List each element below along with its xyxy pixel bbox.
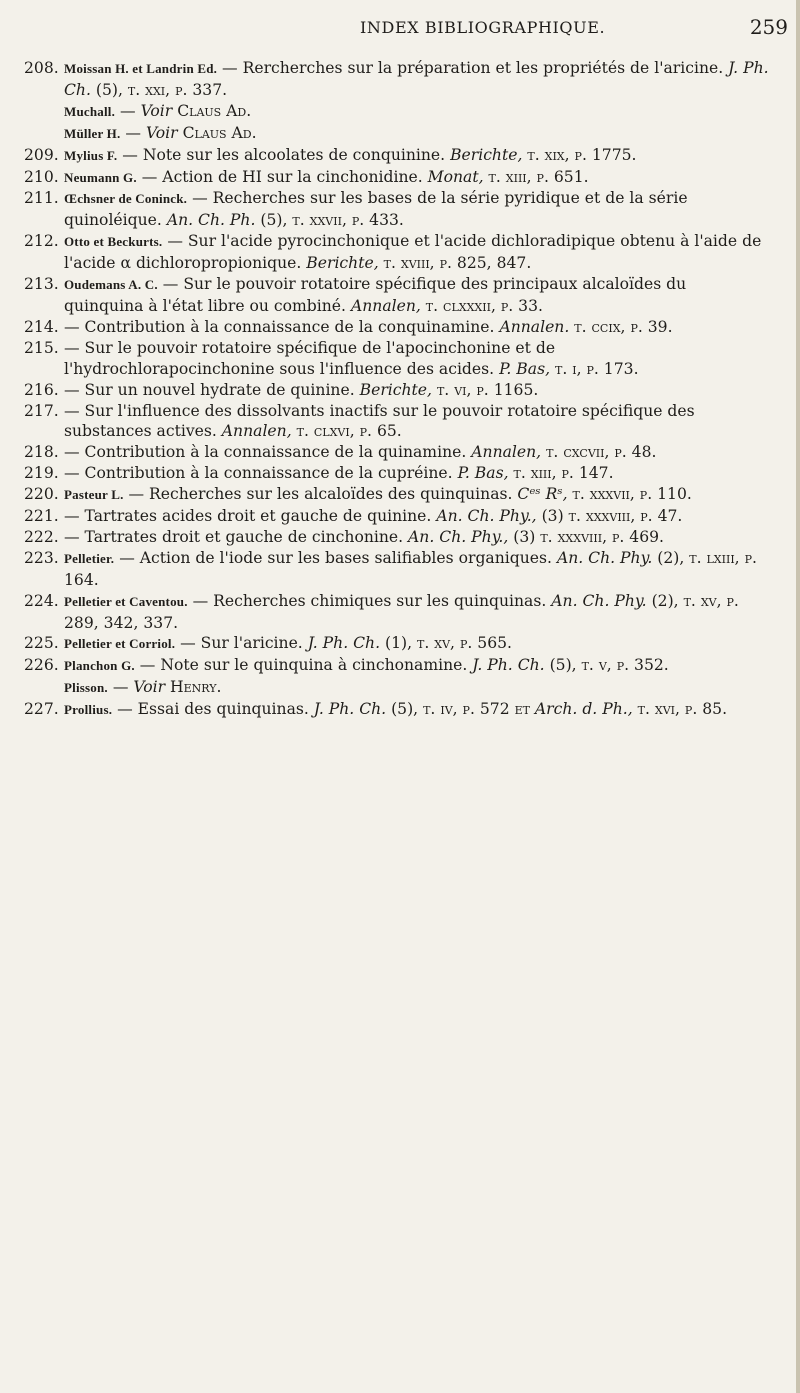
entry-reference: Henry. <box>165 678 222 697</box>
bibliography-entry <box>24 274 770 317</box>
bibliography-entry <box>24 58 770 101</box>
entry-journal: J. Ph. Ch. <box>64 59 769 99</box>
entry-reference: t. clxxxii, p. 33. <box>420 296 543 315</box>
entry-number: 215. <box>24 338 59 357</box>
entry-reference: (3) t. xxxviii, p. 47. <box>536 507 683 526</box>
entry-author: Prollius. <box>64 702 113 718</box>
bibliography-entry <box>24 655 770 677</box>
bibliography-entry <box>24 338 770 380</box>
bibliography-entry <box>24 506 770 527</box>
entry-number: 209. <box>24 145 59 164</box>
entry-see-also: Voir <box>133 678 166 697</box>
entry-reference: t. xvi, p. 85. <box>632 700 728 719</box>
entry-number: 212. <box>24 232 59 251</box>
entry-reference: (5), t. iv, p. 572 et <box>386 700 535 719</box>
entry-author: Mylius F. <box>64 147 118 163</box>
entry-number: 225. <box>24 634 59 653</box>
entry-reference: t. ccix, p. 39. <box>569 317 673 336</box>
entry-journal: Monat, <box>427 167 484 186</box>
entry-reference: t. vi, p. 1165. <box>431 380 539 399</box>
entry-journal: Berichte, <box>450 145 523 164</box>
bibliography-list <box>24 58 770 721</box>
page-edge <box>796 0 800 1393</box>
entry-author: Pelletier et Corriol. <box>64 636 176 652</box>
entry-reference: t. xxxvii, p. 110. <box>567 485 692 504</box>
running-head: INDEX BIBLIOGRAPHIQUE. <box>360 18 606 37</box>
bibliography-entry <box>24 527 770 548</box>
entry-author: Pasteur L. <box>64 487 124 503</box>
entry-title: — Recherches sur les alcaloïdes des quinquinas. <box>123 485 518 504</box>
entry-see-also: Voir <box>140 101 173 120</box>
bibliography-entry <box>24 101 770 123</box>
entry-number: 226. <box>24 656 59 675</box>
entry-journal: Annalen, <box>350 296 421 315</box>
entry-journal: J. Ph. Ch. <box>472 656 545 675</box>
entry-author: Pelletier et Caventou. <box>64 593 188 609</box>
entry-reference: t. xiii, p. 147. <box>508 464 614 483</box>
entry-reference: t. i, p. 173. <box>550 359 639 378</box>
entry-author: Moissan H. et Landrin Ed. <box>64 61 218 76</box>
entry-title: — Note sur les alcoolates de conquinine. <box>117 145 451 164</box>
entry-title: — <box>120 123 146 142</box>
entry-number: 213. <box>24 275 59 294</box>
entry-number: 211. <box>24 189 59 208</box>
bibliography-entry <box>24 231 770 274</box>
entry-title: — Recherches chimiques sur les quinquinas. <box>187 591 552 610</box>
entry-reference: (5), t. v, p. 352. <box>544 656 669 675</box>
entry-title: — Sur l'aricine. <box>175 634 308 653</box>
entry-title: — <box>107 678 134 697</box>
entry-title: — Contribution à la connaissance de la cupréine. <box>64 464 458 483</box>
entry-number: 219. <box>24 464 59 483</box>
bibliography-entry <box>24 677 770 699</box>
entry-title: — Essai des quinquinas. <box>112 700 314 719</box>
entry-title: — Contribution à la connaissance de la quinamine. <box>64 443 472 462</box>
entry-journal: Berichte, <box>359 380 432 399</box>
entry-reference: (5), t. xxvii, p. 433. <box>255 211 404 230</box>
bibliography-entry <box>24 548 770 591</box>
entry-title: — Action de HI sur la cinchonidine. <box>136 167 428 186</box>
entry-reference: (2), t. xv, p. 289, 342, 337. <box>64 591 739 632</box>
entry-number: 217. <box>24 401 59 420</box>
entry-journal: An. Ch. Phy. <box>551 591 647 610</box>
bibliography-entry <box>24 699 770 721</box>
entry-reference: t. cxcvii, p. 48. <box>541 443 657 462</box>
entry-title: — Sur l'influence des dissolvants inactifs sur le pouvoir rotatoire spécifique des substances actives. <box>64 401 695 441</box>
entry-author: Pelletier. <box>64 550 115 566</box>
entry-journal: P. Bas, <box>457 464 509 483</box>
entry-reference: Claus Ad. <box>172 101 252 120</box>
entry-reference: t. xiii, p. 651. <box>483 167 589 186</box>
entry-title: — <box>115 101 141 120</box>
entry-title: — Tartrates acides droit et gauche de quinine. <box>64 507 437 526</box>
entry-author: Muchall. <box>64 103 116 119</box>
entry-number: 216. <box>24 380 59 399</box>
entry-number: 218. <box>24 443 59 462</box>
entry-number: 210. <box>24 167 59 186</box>
entry-number: 221. <box>24 507 59 526</box>
entry-reference: (2), t. lxiii, p. 164. <box>64 548 757 589</box>
entry-author: Müller H. <box>64 125 121 141</box>
entry-title: — Rercherches sur la préparation et les propriétés de l'aricine. <box>217 59 729 77</box>
entry-journal: An. Ch. Phy., <box>436 507 537 526</box>
entry-journal: J. Ph. Ch. <box>307 634 381 653</box>
entry-author: Neumann G. <box>64 169 137 185</box>
entry-reference: t. clxvi, p. 65. <box>291 422 402 441</box>
entry-journal: An. Ch. Phy., <box>408 527 509 546</box>
entry-journal: Berichte, <box>306 254 379 273</box>
page-header <box>0 12 800 42</box>
entry-number: 222. <box>24 527 59 546</box>
entry-reference: Claus Ad. <box>177 123 257 142</box>
entry-number: 224. <box>24 591 59 610</box>
entry-reference: (1), t. xv, p. 565. <box>380 634 512 653</box>
entry-title: — Contribution à la connaissance de la conquinamine. <box>64 317 500 336</box>
entry-number: 214. <box>24 317 59 336</box>
entry-title: — Sur un nouvel hydrate de quinine. <box>64 380 360 399</box>
entry-number: 227. <box>24 700 59 719</box>
bibliography-entry <box>24 484 770 506</box>
entry-title: — Sur le pouvoir rotatoire spécifique de l'apocinchonine et de l'hydrochlorapocinchonine sous l'influence des acides. <box>64 338 556 378</box>
entry-title: — Sur l'acide pyrocinchonique et l'acide dichloradipique obtenu à l'aide de l'acide α dichloropropionique. <box>64 232 762 273</box>
entry-journal: Annalen, <box>221 422 292 441</box>
bibliography-entry <box>24 167 770 189</box>
entry-title: — Action de l'iode sur les bases salifiables organiques. <box>114 548 557 567</box>
entry-author: Plisson. <box>64 680 108 696</box>
entry-reference: t. xviii, p. 825, 847. <box>378 254 532 273</box>
bibliography-entry <box>24 123 770 145</box>
entry-journal: J. Ph. Ch. <box>313 700 387 719</box>
entry-title: — Sur le pouvoir rotatoire spécifique des principaux alcaloïdes du quinquina à l'état libre ou combiné. <box>64 275 687 315</box>
entry-number: 223. <box>24 548 59 567</box>
entry-author: Planchon G. <box>64 658 135 674</box>
entry-title: — Recherches sur les bases de la série pyridique et de la série quinoléique. <box>64 189 688 230</box>
bibliography-entry <box>24 633 770 655</box>
page-number: 259 <box>749 15 788 39</box>
entry-number: 220. <box>24 485 59 504</box>
entry-journal: Annalen. <box>499 317 570 336</box>
bibliography-entry <box>24 188 770 231</box>
entry-journal: An. Ch. Ph. <box>166 211 256 230</box>
entry-title: — Tartrates droit et gauche de cinchonine. <box>64 527 409 546</box>
bibliography-entry <box>24 591 770 634</box>
entry-number: 208. <box>24 59 59 77</box>
bibliography-entry <box>24 401 770 443</box>
entry-author: Oudemans A. C. <box>64 277 158 293</box>
entry-journal: Cᵉˢ Rˢ, <box>517 485 568 504</box>
entry-author: Otto et Beckurts. <box>64 234 163 250</box>
entry-journal: Annalen, <box>471 443 542 462</box>
entry-reference: (3) t. xxxviii, p. 469. <box>508 527 665 546</box>
entry-title: — Note sur le quinquina à cinchonamine. <box>134 656 473 675</box>
bibliography-entry <box>24 145 770 167</box>
entry-reference: (5), t. xxi, p. 337. <box>90 80 228 99</box>
entry-journal: P. Bas, <box>499 359 551 378</box>
entry-journal: An. Ch. Phy. <box>556 548 653 567</box>
entry-see-also: Voir <box>145 123 178 142</box>
bibliography-entry <box>24 380 770 401</box>
entry-author: Œchsner de Coninck. <box>64 191 188 207</box>
bibliography-entry <box>24 317 770 338</box>
entry-reference: t. xix, p. 1775. <box>522 145 637 164</box>
bibliography-entry <box>24 442 770 463</box>
entry-journal: Arch. d. Ph., <box>534 700 633 719</box>
bibliography-entry <box>24 463 770 484</box>
